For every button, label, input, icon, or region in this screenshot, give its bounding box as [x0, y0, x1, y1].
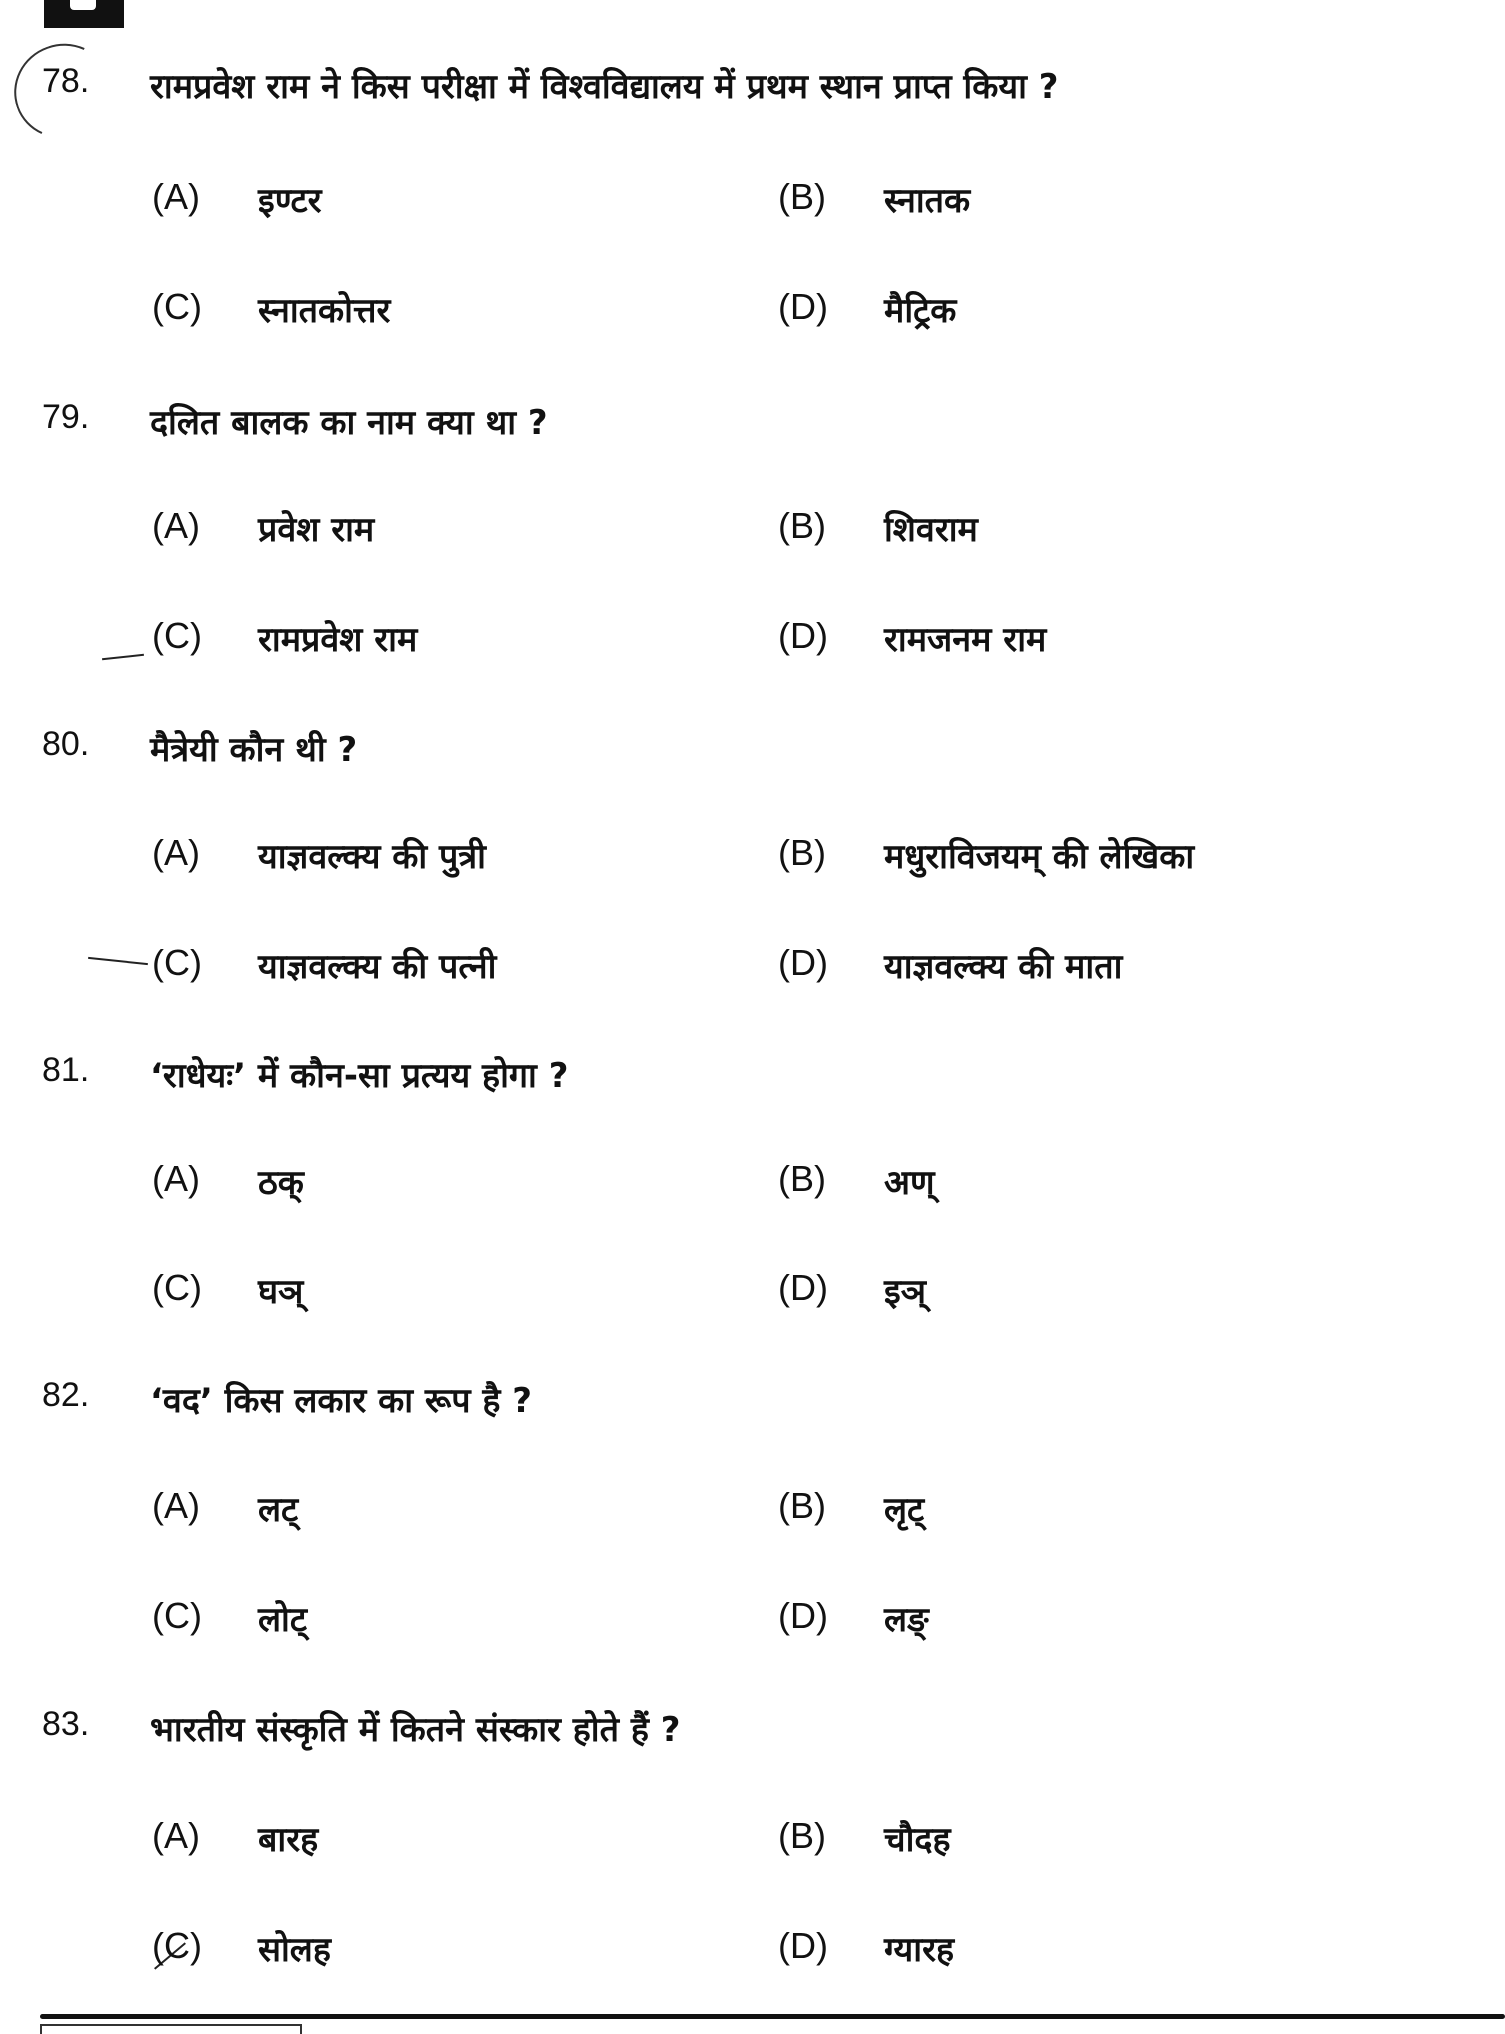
option-label: (D)	[778, 615, 828, 656]
option-text: याज्ञवल्क्य की माता	[884, 947, 1123, 987]
option-text: रामप्रवेश राम	[258, 620, 418, 660]
option-label: (D)	[778, 942, 828, 983]
option-label: (B)	[778, 1158, 826, 1199]
option-text: घञ्	[258, 1272, 304, 1312]
option-text: स्नातकोत्तर	[258, 291, 391, 331]
option-label: (C)	[152, 942, 202, 983]
option-label: (A)	[152, 1815, 200, 1856]
option-text: लोट्	[258, 1600, 307, 1640]
option-label: (A)	[152, 505, 200, 546]
question-text: ‘वद’ किस लकार का रूप है ?	[150, 1381, 533, 1421]
question-number: 79.	[42, 398, 90, 436]
option-label: (C)	[152, 1267, 202, 1308]
option-label: (C)	[152, 1595, 202, 1636]
question-text: भारतीय संस्कृति में कितने संस्कार होते हैं ?	[150, 1710, 681, 1750]
option-text: शिवराम	[884, 510, 978, 550]
question-text: मैत्रेयी कौन थी ?	[150, 730, 358, 770]
option-text: प्रवेश राम	[258, 510, 375, 550]
option-text: लट्	[258, 1490, 299, 1530]
option-text: याज्ञवल्क्य की पुत्री	[258, 837, 486, 877]
option-text: ग्यारह	[884, 1930, 955, 1970]
option-text: याज्ञवल्क्य की पत्नी	[258, 947, 497, 987]
pen-answer-mark	[102, 654, 144, 660]
option-text: बारह	[258, 1820, 319, 1860]
option-text: चौदह	[884, 1820, 951, 1860]
option-label: (D)	[778, 1925, 828, 1966]
option-label: (D)	[778, 286, 828, 327]
option-text: रामजनम राम	[884, 620, 1047, 660]
option-label: (A)	[152, 1158, 200, 1199]
option-label: (B)	[778, 832, 826, 873]
option-label: (A)	[152, 176, 200, 217]
question-number: 83.	[42, 1705, 90, 1743]
option-label: (D)	[778, 1267, 828, 1308]
option-label: (B)	[778, 505, 826, 546]
option-text: सोलह	[258, 1930, 331, 1970]
question-number: 80.	[42, 725, 90, 763]
booklet-series-tag	[44, 0, 124, 28]
option-label: (C)	[152, 286, 202, 327]
footer-box	[40, 2024, 302, 2034]
question-text: ‘राधेयः’ में कौन-सा प्रत्यय होगा ?	[150, 1056, 569, 1096]
option-text: ठक्	[258, 1163, 304, 1203]
option-label: (C)	[152, 1925, 202, 1966]
option-label: (B)	[778, 1485, 826, 1526]
footer-rule	[40, 2014, 1505, 2019]
option-label: (B)	[778, 176, 826, 217]
question-number: 81.	[42, 1051, 90, 1089]
option-label: (C)	[152, 615, 202, 656]
question-number: 78.	[42, 62, 90, 100]
option-label: (A)	[152, 1485, 200, 1526]
option-text: अण्	[884, 1163, 935, 1203]
pen-answer-mark	[88, 957, 148, 965]
option-label: (B)	[778, 1815, 826, 1856]
option-text: मधुराविजयम् की लेखिका	[884, 837, 1195, 877]
question-text: दलित बालक का नाम क्या था ?	[150, 403, 548, 443]
option-label: (D)	[778, 1595, 828, 1636]
option-text: स्नातक	[884, 181, 971, 221]
option-label: (A)	[152, 832, 200, 873]
option-text: इञ्	[884, 1272, 926, 1312]
question-number: 82.	[42, 1376, 90, 1414]
option-text: लङ्	[884, 1600, 929, 1640]
option-text: मैट्रिक	[884, 291, 957, 331]
option-text: लृट्	[884, 1490, 925, 1530]
question-text: रामप्रवेश राम ने किस परीक्षा में विश्वविद्यालय में प्रथम स्थान प्राप्त किया ?	[150, 67, 1059, 107]
option-text: इण्टर	[258, 181, 322, 221]
